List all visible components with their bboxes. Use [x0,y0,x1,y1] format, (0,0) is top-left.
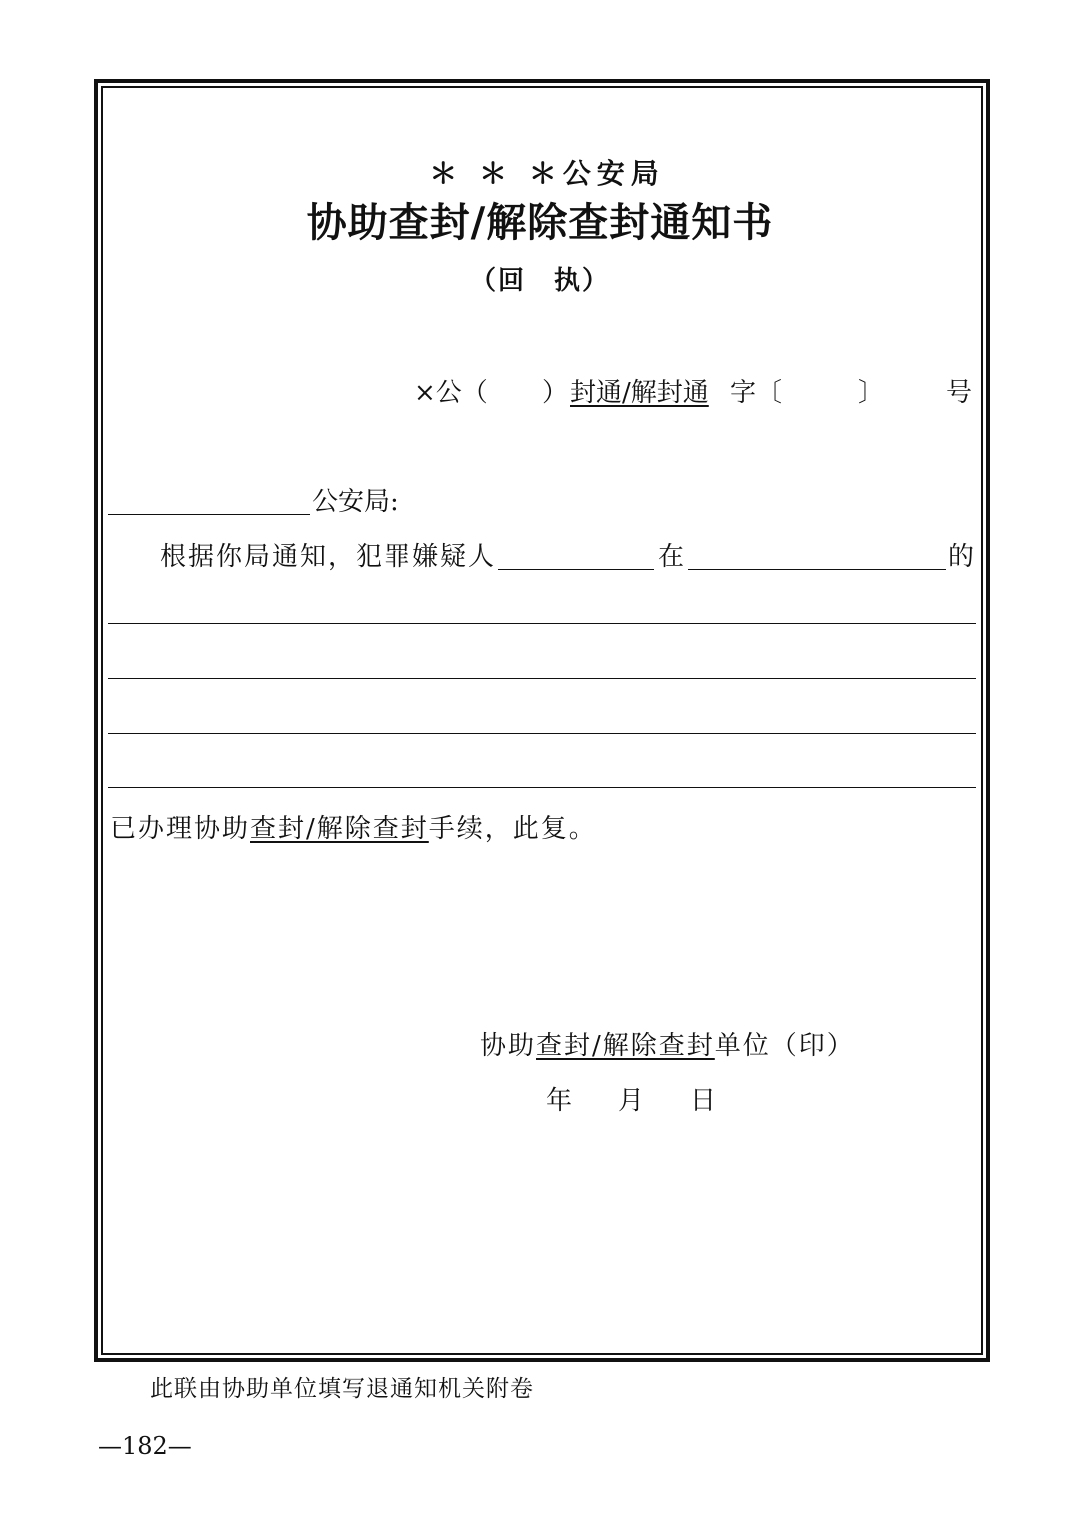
completion-post: 手续，此复。 [428,814,597,844]
signature-post: 单位（印） [714,1031,855,1061]
completion-underlined: 查封/解除查封 [250,814,429,844]
signature-line [480,1033,855,1059]
doc-number-bracket-close: ） [542,378,569,408]
addressee-suffix: 公安局: [312,487,399,517]
location-blank[interactable] [688,569,946,570]
suspect-name-blank[interactable] [498,569,654,570]
agency-header: ＊ ＊ ＊公安局 [429,157,665,190]
doc-number-prefix: ×公（ [414,378,488,408]
form-title: 协助查封/解除查封通知书 [306,199,774,246]
page-number: —182— [98,1432,192,1460]
signature-underlined: 查封/解除查封 [536,1031,715,1061]
doc-number-suffix: 字〔 [730,378,783,408]
date-year: 年 [546,1086,573,1116]
doc-number-bracket-end: 〕 [858,378,885,408]
fill-line[interactable] [108,623,976,624]
body-at: 在 [658,542,685,572]
fill-line[interactable] [108,733,976,734]
signature-pre: 协助 [480,1031,537,1061]
fill-line[interactable] [108,787,976,788]
body-intro: 根据你局通知，犯罪嫌疑人 [160,542,497,572]
addressee-blank[interactable] [108,514,310,515]
date-day: 日 [690,1086,717,1116]
doc-number-label: 号 [946,378,973,408]
doc-number-type: 封通/解封通 [570,378,709,408]
completion-sentence [110,816,597,842]
date-month: 月 [618,1086,645,1116]
footer-note: 此联由协助单位填写退通知机关附卷 [150,1376,534,1402]
fill-line[interactable] [108,678,976,679]
body-of: 的 [948,542,975,572]
form-subtitle: （回 执） [469,266,610,296]
completion-pre: 已办理协助 [110,814,251,844]
